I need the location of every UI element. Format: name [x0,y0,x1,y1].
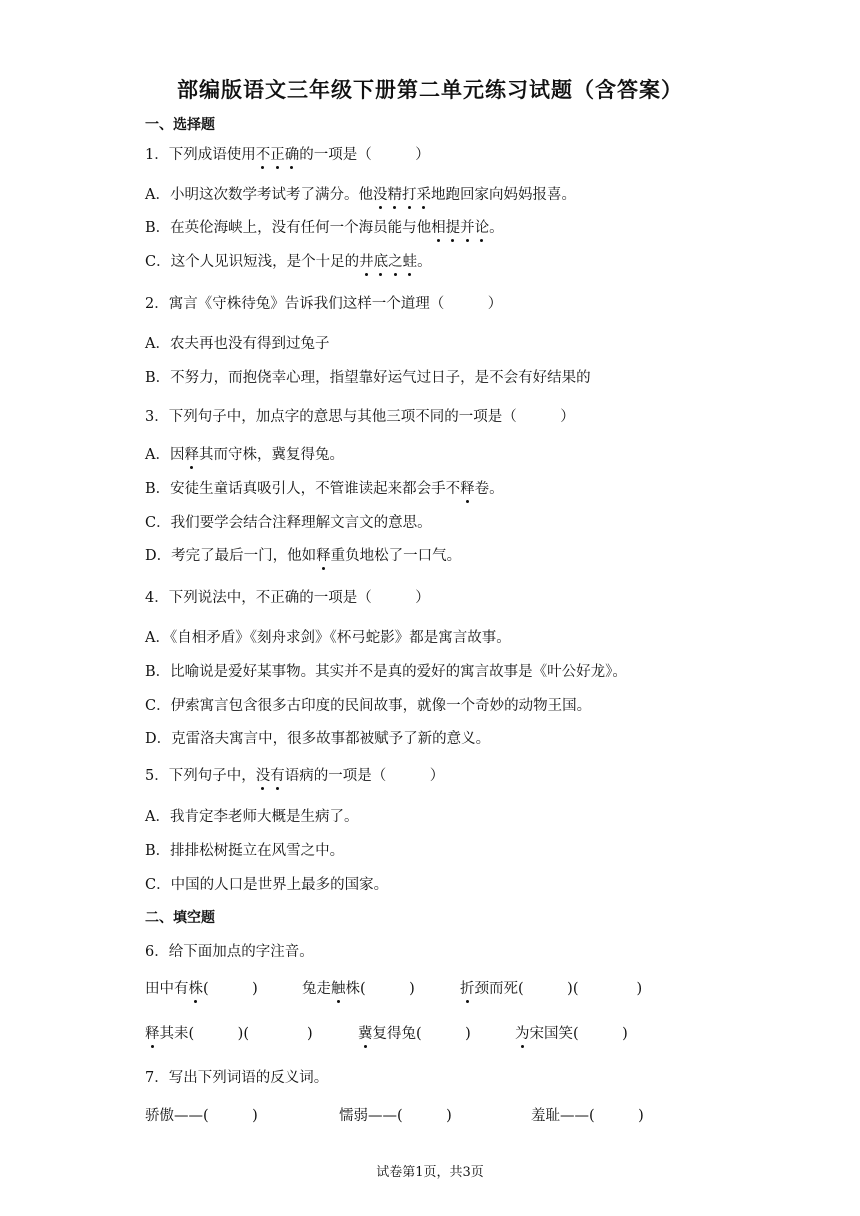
page-footer: 试卷第1页，共3页 [376,1165,484,1180]
pinyin-blank: 释其耒( )( ) [145,1022,313,1043]
section-heading-fill: 二、填空题 [145,910,215,926]
question-1-option-c: C．这个人见识短浅，是个十足的井底之蛙。 [145,250,432,271]
question-1-option-b: B．在英伦海峡上，没有任何一个海员能与他相提并论。 [145,216,504,237]
question-5-option-a: A．我肯定李老师大概是生病了。 [145,809,359,825]
question-2-stem: 2．寓言《守株待兔》告诉我们这样一个道理（ ） [145,296,503,312]
antonym-blank: 懦弱——( ) [339,1108,452,1124]
question-5-option-b: B．排排松树挺立在风雪之中。 [145,843,345,859]
pinyin-blank: 为宋国笑( ) [515,1022,628,1043]
question-4-option-a: A．《自相矛盾》《刻舟求剑》《杯弓蛇影》都是寓言故事。 [145,630,511,646]
question-2-option-b: B．不努力，而抱侥幸心理，指望靠好运气过日子，是不会有好结果的 [145,370,591,386]
question-4-option-b: B．比喻说是爱好某事物。其实并不是真的爱好的寓言故事是《叶公好龙》。 [145,664,627,680]
question-4-stem: 4．下列说法中，不正确的一项是（ ） [145,590,430,606]
page-title: 部编版语文三年级下册第二单元练习试题（含答案） [177,78,683,102]
pinyin-blank: 田中有株( ) [145,977,258,998]
question-1-stem: 1．下列成语使用不正确的一项是（ ） [145,143,430,164]
antonym-blank: 羞耻——( ) [531,1108,644,1124]
pinyin-blank: 冀复得兔( ) [358,1022,471,1043]
question-7-stem: 7．写出下列词语的反义词。 [145,1070,329,1086]
question-3-option-d: D．考完了最后一门，他如释重负地松了一口气。 [145,544,461,565]
question-5-stem: 5．下列句子中，没有语病的一项是（ ） [145,764,444,785]
question-5-option-c: C．中国的人口是世界上最多的国家。 [145,877,389,893]
pinyin-blank: 兔走触株( ) [302,977,415,998]
question-1-option-a: A．小明这次数学考试考了满分。他没精打采地跑回家向妈妈报喜。 [145,183,576,204]
question-4-option-d: D．克雷洛夫寓言中，很多故事都被赋予了新的意义。 [145,731,491,747]
question-6-row-1 [145,977,705,999]
question-3-stem: 3．下列句子中，加点字的意思与其他三项不同的一项是（ ） [145,409,575,425]
question-2-option-a: A．农夫再也没有得到过兔子 [145,336,330,352]
question-4-option-c: C．伊索寓言包含很多古印度的民间故事，就像一个奇妙的动物王国。 [145,698,592,714]
question-7-row [145,1104,705,1126]
pinyin-blank: 折颈而死( )( ) [460,977,642,998]
question-3-option-a: A．因释其而守株，冀复得兔。 [145,443,344,464]
question-3-option-b: B．安徒生童话真吸引人，不管谁读起来都会手不释卷。 [145,477,504,498]
question-6-row-2 [145,1022,705,1044]
question-3-option-c: C．我们要学会结合注释理解文言文的意思。 [145,515,432,531]
section-heading-choice: 一、选择题 [145,117,215,133]
question-6-stem: 6．给下面加点的字注音。 [145,944,314,960]
antonym-blank: 骄傲——( ) [145,1108,258,1124]
